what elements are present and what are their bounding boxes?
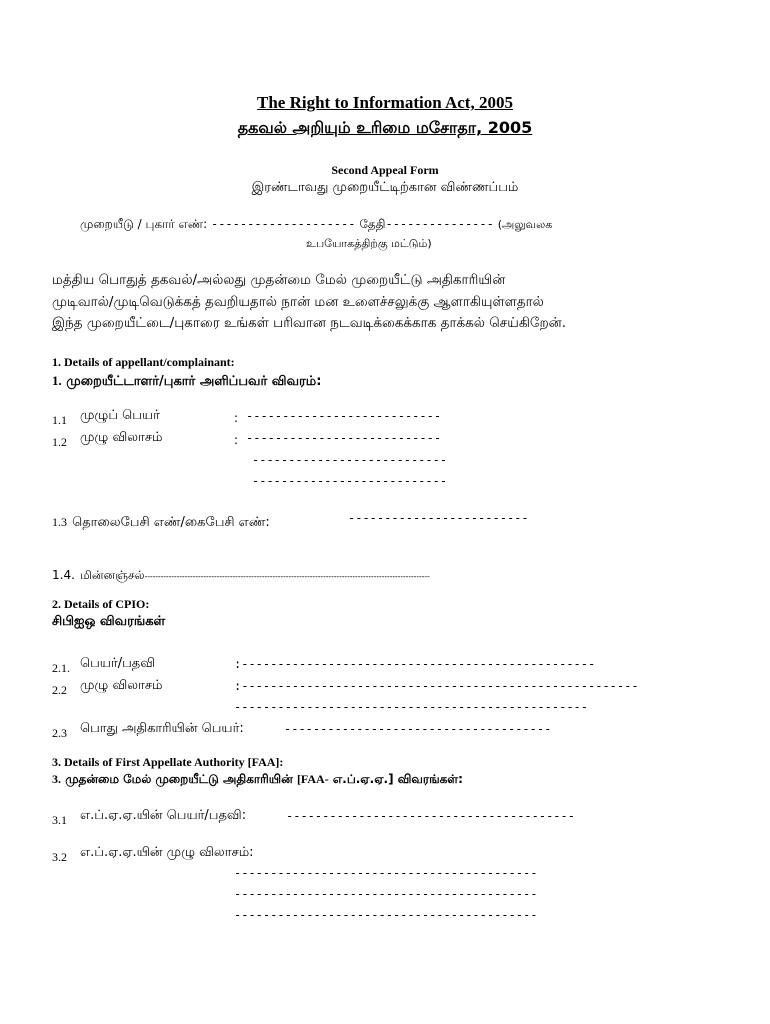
address-blank-1[interactable]: --------------------------- [246, 431, 442, 445]
address-blank-3[interactable]: --------------------------- [252, 474, 448, 488]
field-1-3 [52, 511, 270, 531]
field-3-1-number: 3.1 [52, 813, 67, 827]
field-2-1-number: 2.1. [52, 661, 70, 675]
field-3-2-number: 3.2 [52, 850, 67, 864]
title-english: The Right to Information Act, 2005 [257, 93, 513, 112]
field-3-2-label: எ.ப்.ஏ.ஏ.யின் முழு விலாசம்: [80, 845, 254, 860]
field-1-3-number: 1.3 [52, 515, 67, 529]
field-1-1 [52, 408, 160, 428]
field-1-1-number: 1.1 [52, 413, 67, 427]
cpio-name-blank[interactable]: :------------------------------------------------- [234, 657, 596, 671]
intro-line-3: இந்த முறையீட்டை/புகாரை உங்கள் பரிவான நடவடிக்கைக்காக தாக்கல் செய்கிறேன். [52, 315, 567, 331]
section2-heading-english: 2. Details of CPIO: [52, 597, 150, 611]
field-3-1-label: எ.ப்.ஏ.ஏ.யின் பெயர்/பதவி: [80, 808, 247, 823]
field-1-4-number: 1.4. [52, 568, 75, 582]
faa-name-blank[interactable]: ---------------------------------------- [286, 809, 575, 823]
section1-heading-tamil-text: முறையீட்டாளர்/புகார் அளிப்பவர் விவரம்: [66, 374, 322, 389]
field-2-3-number: 2.3 [52, 726, 67, 740]
field-2-3-label: பொது அதிகாரியின் பெயர்: [80, 721, 244, 736]
field-1-3-label: தொலைபேசி எண்/கைபேசி எண்: [72, 515, 270, 530]
field-2-3 [52, 721, 244, 741]
field-3-1 [52, 808, 247, 828]
office-note-1: (அலுவலக [497, 218, 553, 231]
date-blank[interactable]: --------------- [385, 217, 494, 231]
cpio-address-blank-2[interactable]: ------------------------------------------------- [234, 700, 589, 714]
email-blank[interactable]: ----------------------------------------------------------------------------------------------------------- [144, 572, 430, 581]
public-authority-blank[interactable]: ------------------------------------- [284, 722, 552, 736]
section3-heading-english: 3. Details of First Appellate Authority [FAA]: [52, 755, 284, 769]
field-2-2-label: முழு விலாசம் [80, 678, 163, 693]
phone-blank[interactable]: ------------------------- [348, 511, 529, 525]
field-1-2-number: 1.2 [52, 435, 67, 449]
field-2-1-label: பெயர்/பதவி [80, 656, 156, 671]
section3-heading-tamil [52, 772, 463, 788]
field-1-2-colon: : [234, 433, 239, 447]
full-name-blank[interactable]: --------------------------- [246, 409, 442, 423]
appeal-number-row [80, 217, 552, 233]
form-title-english: Second Appeal Form [331, 163, 439, 177]
form-title-tamil: இரண்டாவது முறையீட்டிற்கான விண்ணப்பம் [251, 180, 519, 195]
field-1-2-label: முழு விலாசம் [80, 430, 163, 445]
intro-line-1: மத்திய பொதுத் தகவல்/அல்லது முதன்மை மேல் முறையீட்டு அதிகாரியின் [52, 272, 506, 288]
field-2-2-number: 2.2 [52, 683, 67, 697]
title-tamil: தகவல் அறியும் உரிமை மசோதா, 2005 [237, 118, 533, 137]
appeal-number-label: முறையீடு / புகார் எண்: [80, 217, 208, 231]
field-3-2 [52, 845, 254, 865]
date-label: தேதி [359, 217, 386, 231]
field-2-1 [52, 656, 156, 676]
appeal-number-blank[interactable]: -------------------- [210, 217, 356, 231]
field-1-2 [52, 430, 163, 450]
section3-heading-tamil-c: விவரங்கள்: [397, 772, 463, 786]
field-1-4 [52, 564, 430, 584]
section3-heading-tamil-b: எ.ப்.ஏ.ஏ.] [332, 772, 394, 786]
section3-heading-tamil-a: முதன்மை மேல் முறையீட்டு அதிகாரியின் [65, 772, 293, 786]
field-1-4-label: மின்னஞ்சல் [80, 568, 145, 582]
section1-heading-tamil [52, 373, 321, 390]
faa-address-blank-1[interactable]: ------------------------------------------ [234, 866, 538, 880]
faa-address-blank-3[interactable]: ------------------------------------------ [234, 908, 538, 922]
section3-number: 3. [52, 772, 61, 786]
section1-number: 1. [52, 373, 62, 388]
address-blank-2[interactable]: --------------------------- [252, 453, 448, 467]
intro-line-2: முடிவால்/முடிவெடுக்கத் தவறியதால் நான் மன உளைச்சலுக்கு ஆளாகியுள்ளதால் [52, 294, 544, 310]
section2-heading-tamil: சிபிஐஒ விவரங்கள் [52, 614, 166, 629]
cpio-address-blank-1[interactable]: :------------------------------------------------------- [234, 679, 639, 693]
section3-heading-faa: [FAA- [296, 772, 329, 786]
field-1-1-colon: : [234, 411, 239, 425]
faa-address-blank-2[interactable]: ------------------------------------------ [234, 887, 538, 901]
field-2-2 [52, 678, 163, 698]
office-note-2: உபயோகத்திற்கு மட்டும்) [306, 237, 432, 250]
section1-heading-english: 1. Details of appellant/complainant: [52, 355, 235, 369]
field-1-1-label: முழுப் பெயர் [80, 408, 160, 423]
